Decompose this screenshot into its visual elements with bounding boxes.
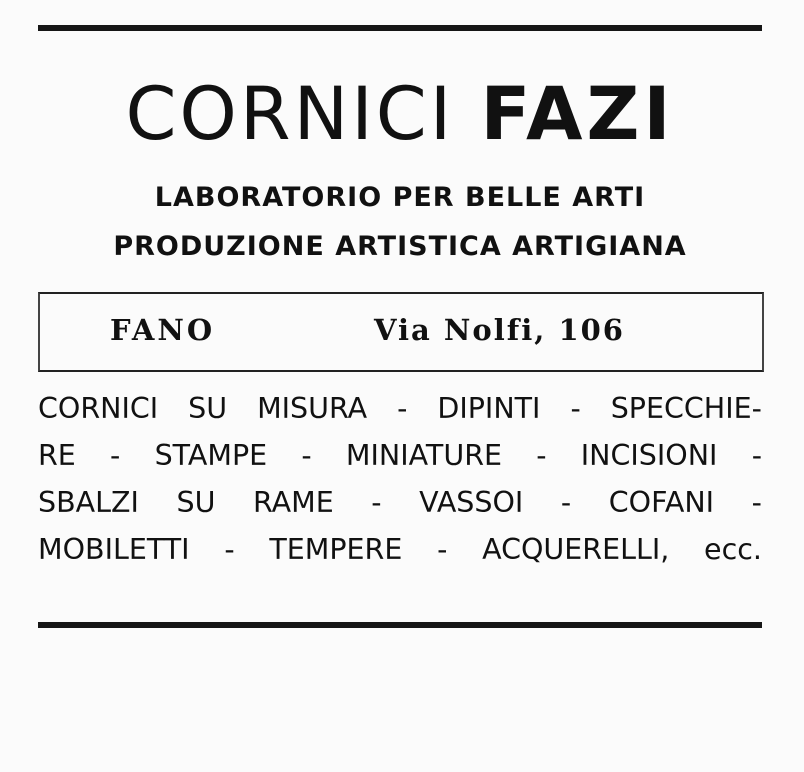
item-separator: - [397, 392, 408, 425]
item-word: MOBILETTI [38, 533, 190, 566]
item-separator: - [110, 439, 121, 472]
item-word: CORNICI [38, 392, 159, 425]
item-separator: - [536, 439, 547, 472]
item-word: SU [188, 392, 228, 425]
item-word: INCISIONI [580, 439, 718, 472]
items-line [38, 436, 762, 476]
item-separator: - [751, 486, 762, 519]
items-line [38, 389, 762, 429]
item-word: MISURA [257, 392, 368, 425]
item-word: TEMPERE [269, 533, 403, 566]
item-separator: - [751, 439, 762, 472]
item-word: SU [176, 486, 216, 519]
item-word: MINIATURE [345, 439, 503, 472]
item-separator: - [371, 486, 382, 519]
item-word: SBALZI [38, 486, 139, 519]
items-line [38, 483, 762, 523]
item-word: ecc. [704, 533, 762, 566]
item-word: VASSOI [419, 486, 524, 519]
item-separator: - [570, 392, 581, 425]
item-word: ACQUERELLI, [482, 533, 670, 566]
shop-name-bold: FAZI [480, 72, 675, 157]
item-word: RE [38, 439, 76, 472]
item-separator: - [560, 486, 572, 519]
item-separator: - [301, 439, 312, 472]
top-rule [38, 25, 762, 31]
subtitle-line-1: LABORATORIO PER BELLE ARTI [154, 182, 646, 213]
subtitle-line-2: PRODUZIONE ARTISTICA ARTIGIANA [113, 231, 687, 262]
item-word: SPECCHIE- [610, 392, 762, 425]
shop-name-light: CORNICI [125, 72, 455, 157]
address-box [38, 292, 764, 372]
item-word: RAME [253, 486, 334, 519]
items-line [38, 530, 762, 570]
item-separator: - [224, 533, 235, 566]
item-word: COFANI [608, 486, 715, 519]
shop-name-title [38, 70, 762, 160]
item-separator: - [437, 533, 448, 566]
item-word: STAMPE [154, 439, 268, 472]
address-street: Via Nolfi, 106 [374, 313, 625, 347]
item-word: DIPINTI [437, 392, 541, 425]
address-city: FANO [110, 313, 216, 347]
bottom-rule [38, 622, 762, 628]
